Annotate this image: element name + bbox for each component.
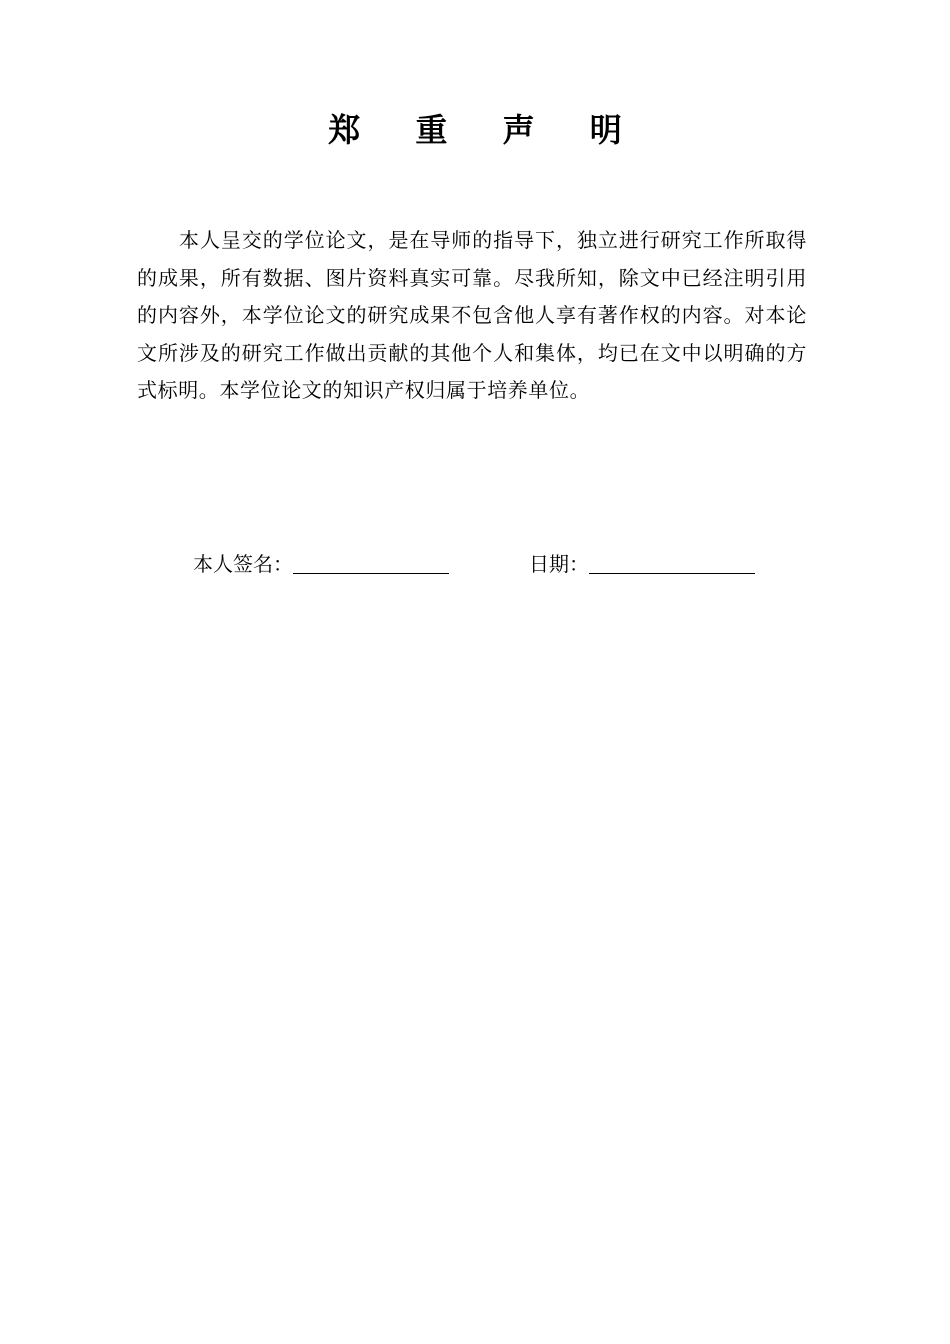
date-blank-line [589,549,755,574]
signature-row [193,548,755,580]
declaration-body: 本人呈交的学位论文，是在导师的指导下，独立进行研究工作所取得的成果，所有数据、图片资料真实可靠。尽我所知，除文中已经注明引用的内容外，本学位论文的研究成果不包含他人享有著作权的内容。对本论文所涉及的研究工作做出贡献的其他个人和集体，均已在文中以明确的方式标明。本学位论文的知识产权归属于培养单位。 [137,228,807,402]
signature-blank-line [293,549,449,574]
date-label: 日期： [529,552,589,576]
signature-label: 本人签名： [193,552,293,576]
page-title: 郑 重 声 明 [328,111,644,149]
